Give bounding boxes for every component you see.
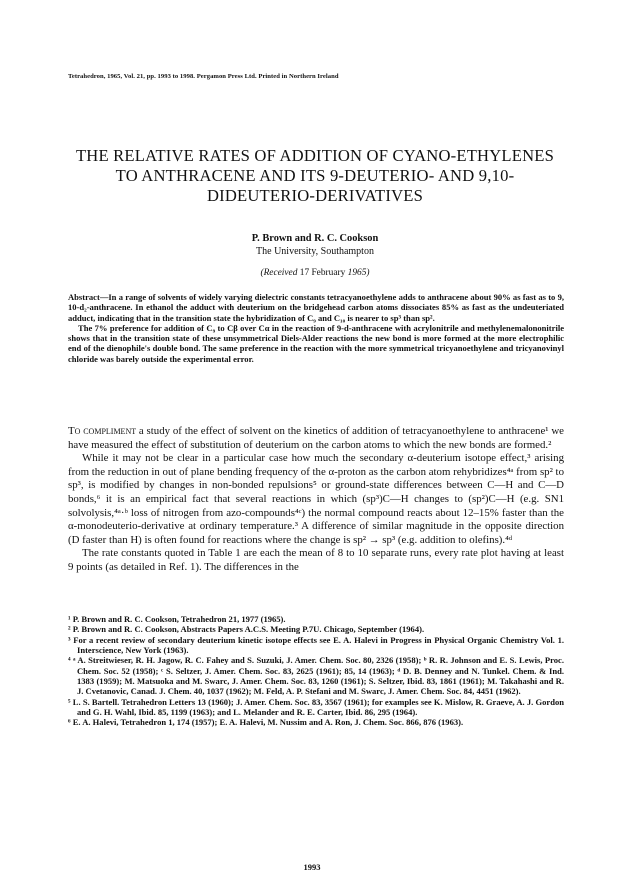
running-head: Tetrahedron, 1965, Vol. 21, pp. 1993 to 1998. Pergamon Press Ltd. Printed in Northern Ireland xyxy=(68,73,339,80)
footnote-3: ³ For a recent review of secondary deuterium kinetic isotope effects see E. A. Halevi in Progress in Physical Organic Chemistry Vol. 1. Interscience, New York (1963). xyxy=(68,634,564,656)
body-paragraph-3: The rate constants quoted in Table 1 are each the mean of 8 to 10 separate runs, every rate plot having at least 9 points (as detailed in Ref. 1). The differences in the xyxy=(68,547,564,573)
page-number: 1993 xyxy=(303,862,321,872)
body-text-1: a study of the effect of solvent on the kinetics of addition of tetracyanoethylene to anthracene¹ we have measured the effect of substitution of deuterium on the carbon atoms to which the new bonds are formed.² xyxy=(68,425,564,451)
article-authors: P. Brown and R. C. Cookson xyxy=(251,233,379,244)
author-affiliation: The University, Southampton xyxy=(256,246,374,257)
footnote-2: ² P. Brown and R. C. Cookson, Abstracts Papers A.C.S. Meeting P.7U. Chicago, September (1964). xyxy=(68,624,425,635)
received-date: 17 February xyxy=(299,268,346,278)
main-body xyxy=(68,425,564,575)
received-label: Received xyxy=(263,268,298,278)
footnote-1: ¹ P. Brown and R. C. Cookson, Tetrahedron 21, 1977 (1965). xyxy=(68,614,286,624)
body-lead-words: To compliment xyxy=(68,425,137,437)
footnote-4: ⁴ ᵃ A. Streitwieser, R. H. Jagow, R. C. Fahey and S. Suzuki, J. Amer. Chem. Soc. 80, 2326 (1958); ᵇ R. R. Johnson and E. S. Lewis, Proc. Chem. Soc. 52 (1958); ᶜ S. Seltzer, J. Amer. Chem. Soc. 83, 2625 (1961); 85, 14 (1963); ᵈ D. B. Denney and N. Tunkel. Chem. & Ind. 1383 (1959); M. Matsuoka and M. Swarc, J. Amer. Chem. Soc. 83, 1260 (1961); S. Seltzer, Ibid. 83, 1861 (1961); M. Takahashi and R. J. Cvetanovic, Canad. J. Chem. 40, 1037 (1962); M. Feld, A. P. Stefani and M. Swarc, J. Amer. Chem. Soc. 84, 4451 (1962). xyxy=(68,655,564,697)
abstract-paragraph-2: The 7% preference for addition of C₉ to Cβ over Cα in the reaction of 9-d-anthracene with acrylonitrile and methylenemalononitrile shows that in the transition state of these unsymmetrical Diels-Alder reactions the new bond is more formed at the more electrophilic end of the dienophile's double bond. The same preference in the reaction with the more symmetrical tricyanoethylene and tricyanovinyl chloride was barely outside the experimental error. xyxy=(68,322,564,364)
body-paragraph-1 xyxy=(68,425,564,452)
abstract-text-1: —In a range of solvents of widely varying dielectric constants tetracyanoethylene adds to anthracene about 90% as fast as to 9, 10-d₂-anthracene. In ethanol the adduct with deuterium on the bridgehead carbon atoms dissociates 85% as fast as the undeuteriated adduct, indicating that in the transition state the hybridization of C₉ and C₁₀ is nearer to sp³ than sp². xyxy=(68,292,564,323)
received-date-line: (Received 17 February 1965) xyxy=(260,268,370,278)
body-paragraph-2: While it may not be clear in a particular case how much the secondary α-deuterium isotope effect,³ arising from the reduction in out of plane bending frequency of the α-proton as the carbon atom rehybridizes⁴ᵃ from sp² to sp³, is modified by changes in non-bonded repulsions⁵ or ground-state differences between C—H and C—D bonds,⁶ it is an empirical fact that several reactions in which (sp³)C—H changes to (sp²)C—H (e.g. SN1 solvolysis,⁴ᵃ·ᵇ loss of nitrogen from azo-compounds⁴ᶜ) the normal compound reacts about 12–15% faster than the α-monodeuterio-derivative at ordinary temperature.³ A difference of similar magnitude in the opposite direction (D faster than H) is often found for reactions where the change is sp² → sp³ (e.g. addition to olefins).⁴ᵈ xyxy=(68,452,564,546)
footnote-6: ⁶ E. A. Halevi, Tetrahedron 1, 174 (1957); E. A. Halevi, M. Nussim and A. Ron, J. Chem. Soc. 866, 876 (1963). xyxy=(68,717,464,728)
footnotes xyxy=(68,614,564,728)
received-year: 1965 xyxy=(347,268,367,278)
footnote-5: ⁵ L. S. Bartell. Tetrahedron Letters 13 (1960); J. Amer. Chem. Soc. 83, 3567 (1961); for examples see K. Mislow, R. Graeve, A. J. Gordon and G. H. Wahl, Ibid. 85, 1199 (1963); and L. Melander and R. E. Carter, Ibid. 86, 295 (1964). xyxy=(68,696,564,718)
abstract xyxy=(68,292,564,364)
abstract-paragraph-1 xyxy=(68,292,564,323)
article-title: THE RELATIVE RATES OF ADDITION OF CYANO-ETHYLENES TO ANTHRACENE AND ITS 9-DEUTERIO- AND 9,10-DIDEUTERIO-DERIVATIVES xyxy=(75,146,555,205)
abstract-label: Abstract xyxy=(68,292,100,302)
